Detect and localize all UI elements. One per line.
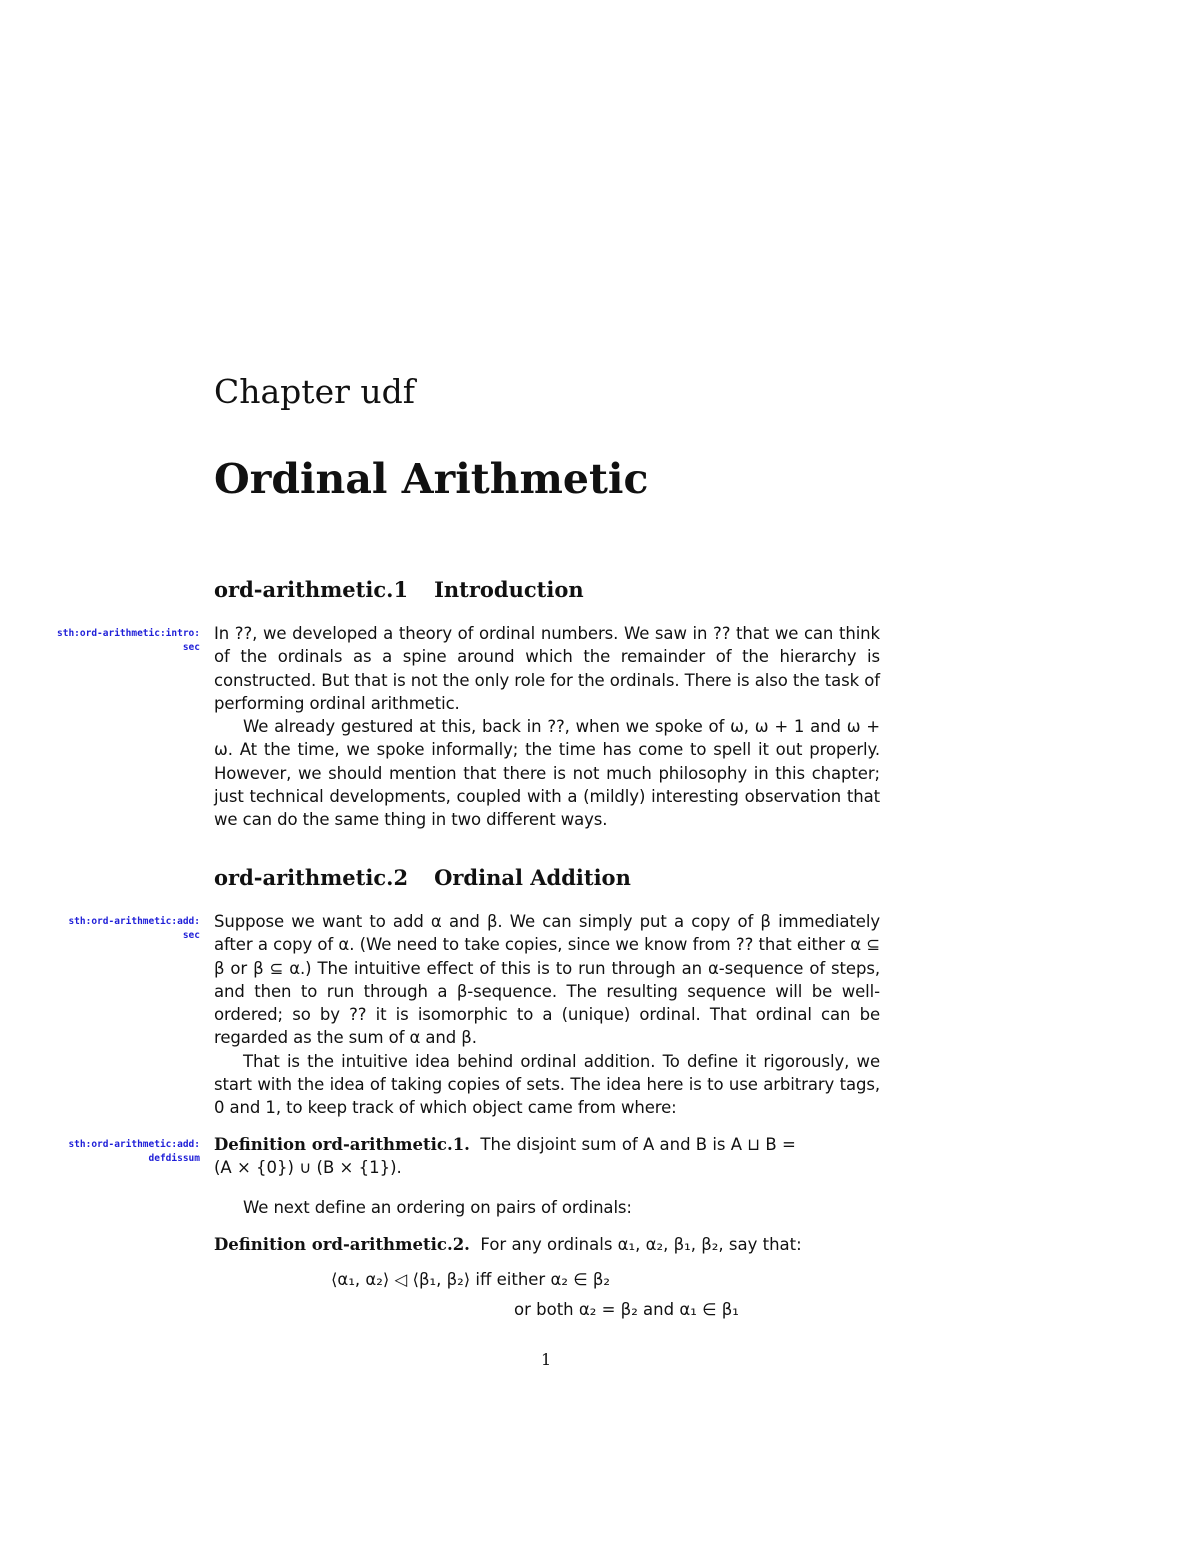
- paragraph: That is the intuitive idea behind ordinal addition. To define it rigorously, we start with the idea of taking copies of sets. The idea here is to use arbitrary tags, 0 and 1, to keep track of which object came from where:: [214, 1051, 880, 1118]
- definition-line: [214, 1233, 880, 1256]
- margin-label-line: sth:ord-arithmetic:add:: [68, 1139, 200, 1150]
- margin-label-intro: [20, 627, 200, 655]
- definition-head: Definition ord-arithmetic.2.: [214, 1235, 470, 1254]
- section-number: ord-arithmetic.1: [214, 577, 409, 602]
- definition-disjoint-sum: [214, 1133, 880, 1180]
- margin-label-line: defdissum: [148, 1153, 200, 1164]
- section-heading-ordinal-addition: [214, 865, 631, 890]
- section-title: Introduction: [434, 577, 584, 602]
- margin-label-line: sth:ord-arithmetic:add:: [68, 916, 200, 927]
- definition-head: Definition ord-arithmetic.1.: [214, 1135, 470, 1154]
- definition-ordering: [214, 1233, 880, 1256]
- section-title: Ordinal Addition: [434, 865, 631, 890]
- chapter-label: Chapter udf: [214, 372, 415, 411]
- definition-body: For any ordinals α₁, α₂, β₁, β₂, say that:: [480, 1235, 802, 1254]
- section-body-ordinal-addition: [214, 910, 880, 1120]
- margin-label-defdissum: [20, 1138, 200, 1166]
- definition-line: (A × {0}) ∪ (B × {1}).: [214, 1158, 402, 1178]
- paragraph: We already gestured at this, back in ??, when we spoke of ω, ω + 1 and ω + ω. At the time, we spoke informally; the time has come to spell it out properly. However, we should mention that there is not much philosophy in this chapter; just technical developments, coupled with a (mildly) interesting observation that we can do the same thing in two different ways.: [214, 717, 880, 830]
- paragraph: Suppose we want to add α and β. We can simply put a copy of β immediately after a copy of α. (We need to take copies, since we know from ?? that either α ⊆ β or β ⊆ α.) The intuitive effect of this is to run through an α-sequence of steps, and then to run through a β-sequence. The resulting sequence will be well-ordered; so by ?? it is isomorphic to a (unique) ordinal. That ordinal can be regarded as the sum of α and β.: [214, 912, 880, 1048]
- transition-text: We next define an ordering on pairs of ordinals:: [243, 1198, 632, 1217]
- equation-line: ⟨α₁, α₂⟩ ◁ ⟨β₁, β₂⟩ iff either α₂ ∈ β₂: [331, 1270, 610, 1289]
- margin-label-add: [20, 915, 200, 943]
- definition-body: The disjoint sum of A and B is A ⊔ B =: [480, 1135, 796, 1154]
- section-number: ord-arithmetic.2: [214, 865, 409, 890]
- margin-label-line: sec: [182, 930, 200, 941]
- margin-label-line: sec: [182, 642, 200, 653]
- equation-line: or both α₂ = β₂ and α₁ ∈ β₁: [514, 1300, 739, 1319]
- margin-label-line: sth:ord-arithmetic:intro:: [57, 628, 200, 639]
- section-body-introduction: [214, 622, 880, 832]
- section-heading-introduction: [214, 577, 584, 602]
- page-number: 1: [541, 1350, 552, 1369]
- chapter-title: Ordinal Arithmetic: [214, 455, 649, 503]
- paragraph: In ??, we developed a theory of ordinal numbers. We saw in ?? that we can think of the ordinals as a spine around which the remainder of the hierarchy is constructed. But that is not the only role for the ordinals. There is also the task of performing ordinal arithmetic.: [214, 624, 880, 713]
- definition-line: [214, 1133, 880, 1156]
